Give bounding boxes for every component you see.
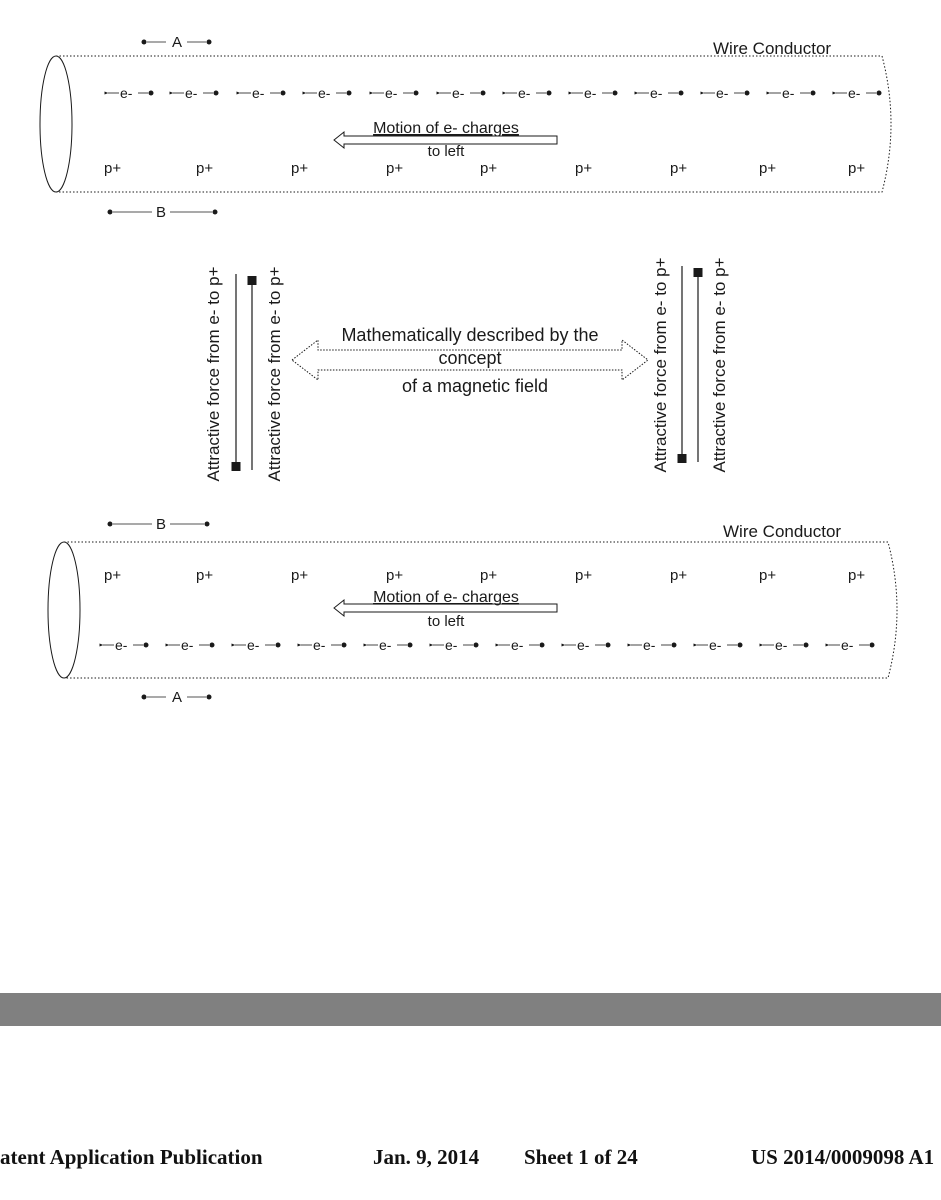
proton: p+ bbox=[759, 160, 777, 177]
electron bbox=[704, 85, 750, 101]
left-force-arrows bbox=[204, 266, 284, 481]
electron-label: e- bbox=[452, 85, 465, 101]
bottom-electron-row bbox=[103, 637, 875, 653]
top-electron-row bbox=[108, 85, 882, 101]
electron bbox=[373, 85, 419, 101]
proton: p+ bbox=[386, 567, 404, 584]
electron bbox=[173, 85, 219, 101]
proton: p+ bbox=[848, 160, 866, 177]
electron bbox=[235, 637, 281, 653]
electron-label: e- bbox=[643, 637, 656, 653]
right-force-arrows bbox=[651, 257, 729, 472]
proton: p+ bbox=[386, 160, 404, 177]
electron-label: e- bbox=[848, 85, 861, 101]
field-label-line3: of a magnetic field bbox=[401, 376, 549, 396]
proton: p+ bbox=[848, 567, 866, 584]
proton: p+ bbox=[104, 567, 122, 584]
electron-label: e- bbox=[650, 85, 663, 101]
electron-label: e- bbox=[181, 637, 194, 653]
electron bbox=[169, 637, 215, 653]
proton: p+ bbox=[480, 160, 498, 177]
force-label: Attractive force from e- to p+ bbox=[265, 266, 284, 482]
spacing-a-label: A bbox=[171, 689, 183, 706]
electron bbox=[499, 637, 545, 653]
electron bbox=[433, 637, 479, 653]
top-conductor-label: Wire Conductor bbox=[713, 39, 832, 58]
spacing-b-label: B bbox=[155, 516, 167, 533]
force-label: Attractive force from e- to p+ bbox=[651, 257, 670, 473]
bottom-proton-row bbox=[104, 567, 865, 584]
proton: p+ bbox=[670, 160, 688, 177]
bottom-motion-arrow bbox=[334, 589, 557, 630]
top-motion-label-line2: to left bbox=[427, 143, 465, 160]
electron-label: e- bbox=[115, 637, 128, 653]
bottom-conductor-end-cap bbox=[48, 542, 80, 678]
electron-label: e- bbox=[185, 85, 198, 101]
electron-label: e- bbox=[313, 637, 326, 653]
electron-label: e- bbox=[577, 637, 590, 653]
electron bbox=[836, 85, 882, 101]
electron-label: e- bbox=[775, 637, 788, 653]
gray-separator-band bbox=[0, 993, 941, 1026]
publication-number: US 2014/0009098 A1 bbox=[751, 1145, 935, 1169]
electron-label: e- bbox=[247, 637, 260, 653]
top-spacing-b bbox=[108, 204, 218, 221]
electron-label: e- bbox=[782, 85, 795, 101]
electron-label: e- bbox=[709, 637, 722, 653]
proton: p+ bbox=[196, 567, 214, 584]
electron-label: e- bbox=[716, 85, 729, 101]
proton: p+ bbox=[480, 567, 498, 584]
bottom-motion-label-line1: Motion of e- charges bbox=[373, 589, 519, 606]
sheet-number: Sheet 1 of 24 bbox=[524, 1145, 638, 1169]
electron bbox=[306, 85, 352, 101]
electron-label: e- bbox=[518, 85, 531, 101]
bottom-motion-label-line2: to left bbox=[427, 613, 465, 630]
electron bbox=[572, 85, 618, 101]
electron bbox=[103, 637, 149, 653]
electron bbox=[301, 637, 347, 653]
electron-label: e- bbox=[385, 85, 398, 101]
spacing-b-label: B bbox=[155, 204, 167, 221]
electron-label: e- bbox=[379, 637, 392, 653]
electron bbox=[440, 85, 486, 101]
electron-label: e- bbox=[445, 637, 458, 653]
proton: p+ bbox=[670, 567, 688, 584]
top-conductor-end-cap bbox=[40, 56, 72, 192]
electron bbox=[829, 637, 875, 653]
proton: p+ bbox=[291, 160, 309, 177]
electron bbox=[763, 637, 809, 653]
electron bbox=[108, 85, 154, 101]
proton: p+ bbox=[575, 160, 593, 177]
electron-label: e- bbox=[511, 637, 524, 653]
top-motion-label-line1: Motion of e- charges bbox=[373, 120, 519, 137]
electron bbox=[770, 85, 816, 101]
electron bbox=[565, 637, 611, 653]
electron-label: e- bbox=[252, 85, 265, 101]
top-motion-arrow bbox=[334, 120, 557, 160]
electron bbox=[506, 85, 552, 101]
electron-label: e- bbox=[584, 85, 597, 101]
proton: p+ bbox=[291, 567, 309, 584]
electron bbox=[638, 85, 684, 101]
field-label-line1: Mathematically described by the bbox=[341, 325, 599, 345]
proton: p+ bbox=[575, 567, 593, 584]
patent-footer bbox=[0, 1145, 941, 1173]
bottom-conductor bbox=[48, 516, 897, 706]
electron bbox=[697, 637, 743, 653]
magnetic-field-arrow bbox=[292, 325, 648, 396]
electron-label: e- bbox=[120, 85, 133, 101]
electron bbox=[367, 637, 413, 653]
force-label: Attractive force from e- to p+ bbox=[204, 266, 223, 482]
publication-title: atent Application Publication bbox=[0, 1145, 263, 1169]
proton: p+ bbox=[196, 160, 214, 177]
bottom-spacing-b bbox=[108, 516, 210, 533]
bottom-spacing-a bbox=[142, 689, 212, 706]
top-proton-row bbox=[104, 160, 865, 177]
top-conductor bbox=[40, 34, 891, 221]
force-label: Attractive force from e- to p+ bbox=[710, 257, 729, 473]
field-label-line2: concept bbox=[438, 348, 502, 368]
proton: p+ bbox=[104, 160, 122, 177]
bottom-conductor-label: Wire Conductor bbox=[723, 522, 842, 541]
electron-label: e- bbox=[318, 85, 331, 101]
electron bbox=[240, 85, 286, 101]
spacing-a-label: A bbox=[171, 34, 183, 51]
publication-date: Jan. 9, 2014 bbox=[373, 1145, 480, 1169]
top-spacing-a bbox=[142, 34, 212, 51]
electron bbox=[631, 637, 677, 653]
proton: p+ bbox=[759, 567, 777, 584]
electron-label: e- bbox=[841, 637, 854, 653]
